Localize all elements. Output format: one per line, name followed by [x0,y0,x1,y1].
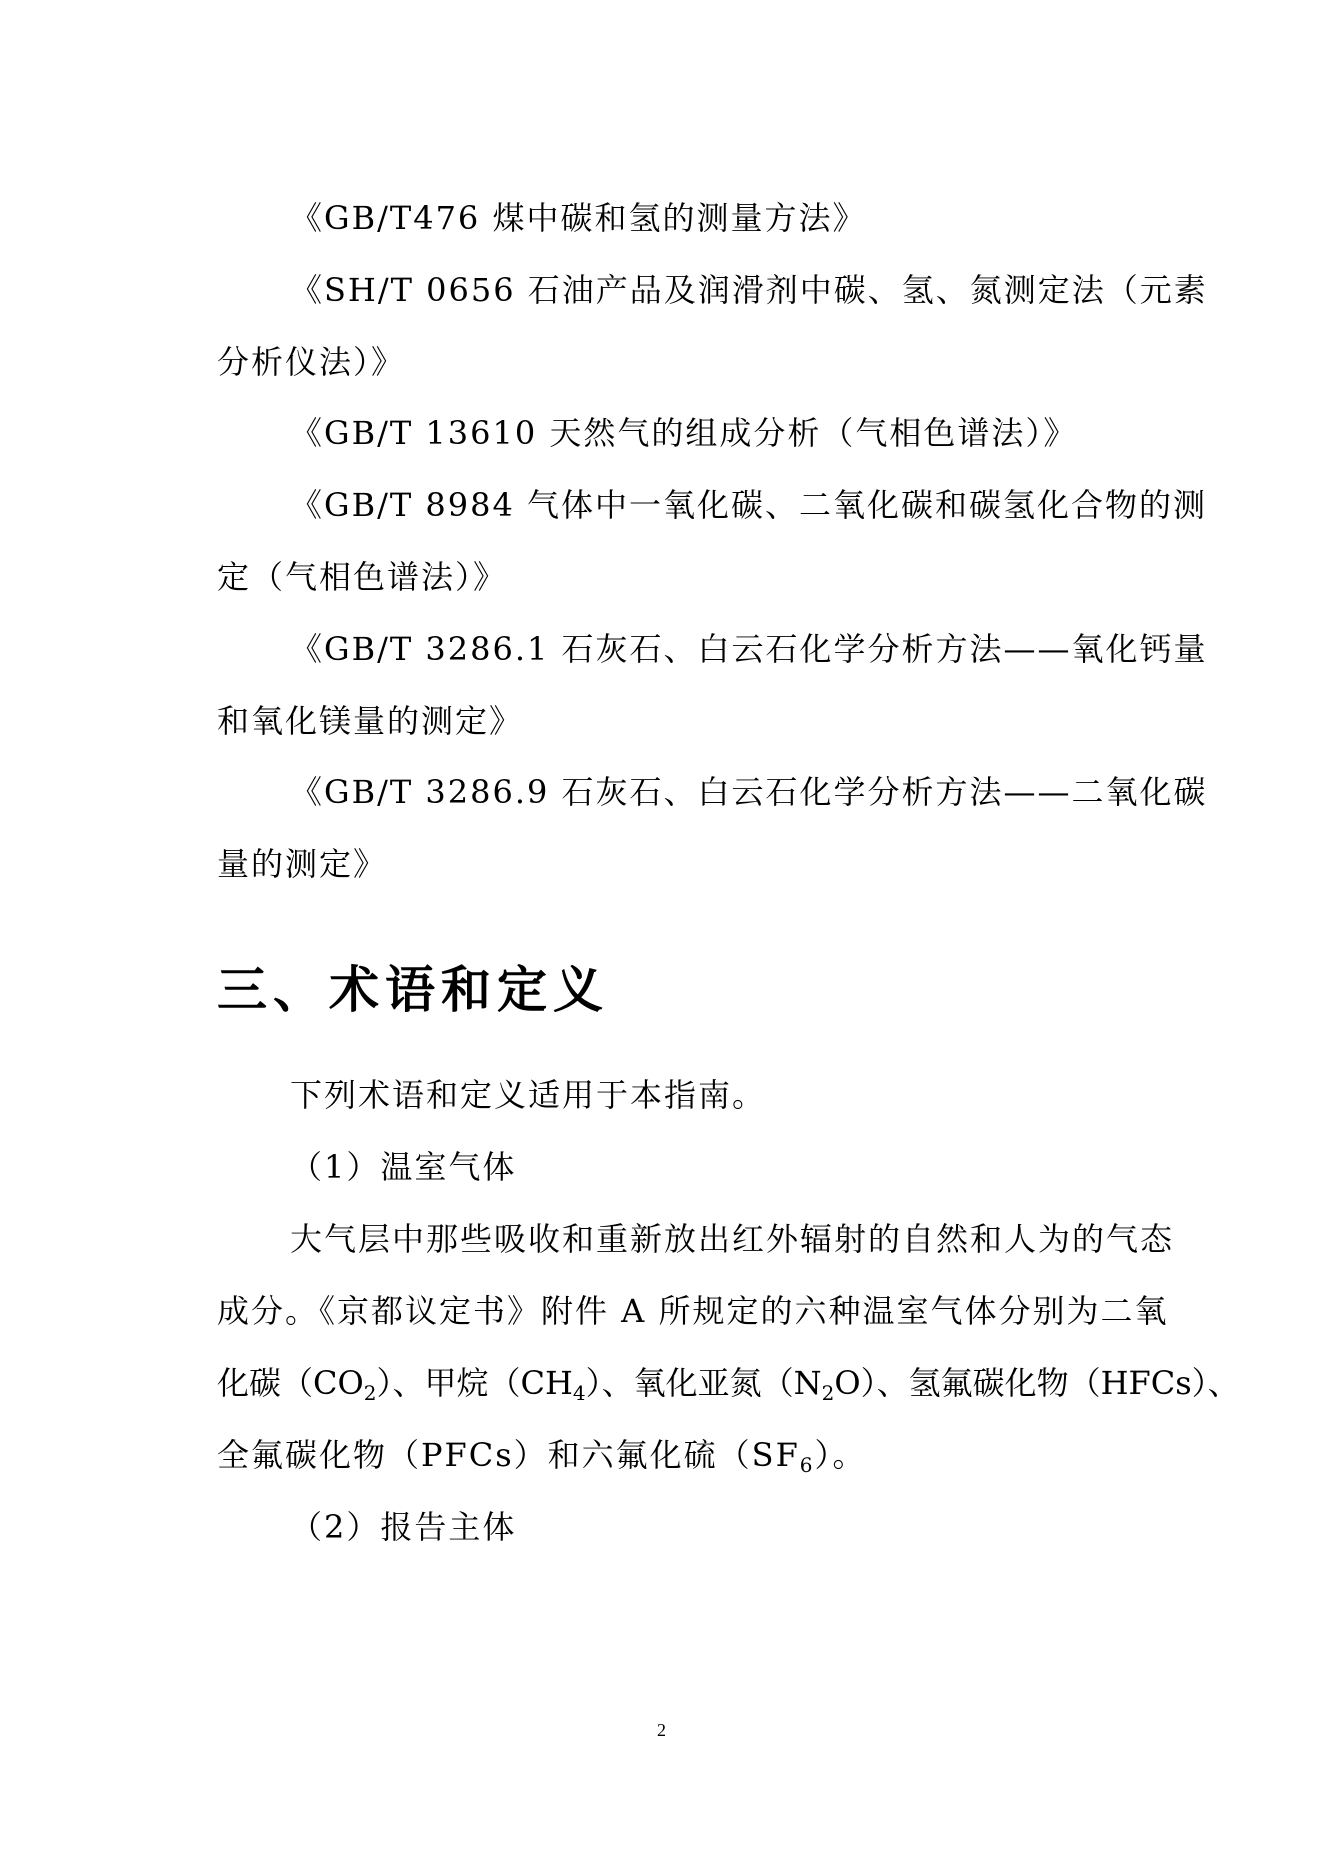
sf6-subscript: 6 [799,1453,815,1477]
section-heading: 三、术语和定义 [217,961,609,1019]
reference-sh-t0656-line1: 《SH/T 0656 石油产品及润滑剂中碳、氢、氮测定法（元素 [290,271,1208,309]
co2-text: 化碳（CO [217,1364,364,1402]
reference-gb-t13610: 《GB/T 13610 天然气的组成分析（气相色谱法）》 [290,414,1078,452]
reference-gb-t8984-line1: 《GB/T 8984 气体中一氧化碳、二氧化碳和碳氢化合物的测 [290,486,1207,524]
term-greenhouse-gas-def-line2: 成分。《京都议定书》附件 A 所规定的六种温室气体分别为二氧 [217,1292,1169,1330]
pfcs-sf6-text: 全氟碳化物（PFCs）和六氟化硫（SF [217,1436,800,1474]
ch4-subscript: 4 [572,1381,586,1405]
term-greenhouse-gas-def-line1: 大气层中那些吸收和重新放出红外辐射的自然和人为的气态 [290,1220,1175,1258]
term-greenhouse-gas-def-line4 [217,1435,1147,1475]
reference-gb-t3286-9-line1: 《GB/T 3286.9 石灰石、白云石化学分析方法——二氧化碳 [290,773,1208,811]
term-greenhouse-gas-def-line3 [217,1363,1240,1405]
reference-sh-t0656-line2: 分析仪法）》 [217,343,406,381]
reference-gb-t3286-1-line2: 和氧化镁量的测定》 [217,702,524,740]
hfcs-text: O）、氢氟碳化物（HFCs）、 [834,1364,1240,1402]
ch4-text: ）、甲烷（CH [376,1364,573,1402]
line-end-text: ）。 [814,1436,867,1474]
n2o-text: ）、氧化亚氮（N [585,1364,822,1402]
reference-gb-t8984-line2: 定（气相色谱法）》 [217,558,508,596]
co2-subscript: 2 [363,1381,377,1405]
term-greenhouse-gas-title: （1）温室气体 [290,1148,517,1186]
n2o-subscript: 2 [821,1381,835,1405]
reference-gb-t3286-1-line1: 《GB/T 3286.1 石灰石、白云石化学分析方法——氧化钙量 [290,630,1208,668]
term-reporting-entity-title: （2）报告主体 [290,1508,517,1546]
reference-gb-t476: 《GB/T476 煤中碳和氢的测量方法》 [290,199,867,237]
page-number: 2 [657,1720,666,1740]
section-intro: 下列术语和定义适用于本指南。 [290,1076,767,1114]
reference-gb-t3286-9-line2: 量的测定》 [217,845,388,883]
